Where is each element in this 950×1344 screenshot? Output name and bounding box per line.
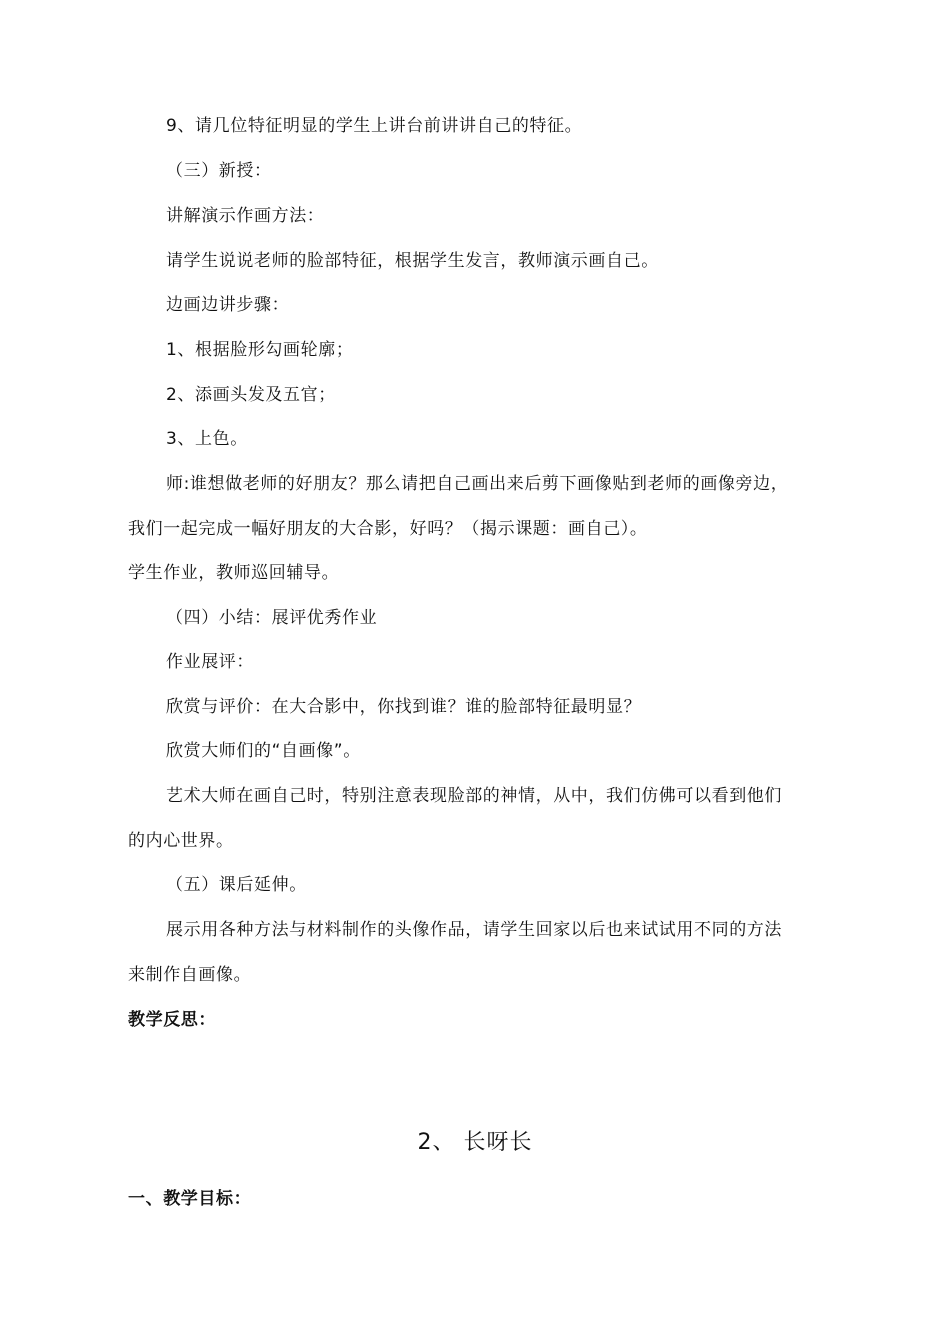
paragraph-line: 来制作自画像。 bbox=[128, 965, 252, 985]
paragraph-line: 的内心世界。 bbox=[128, 831, 234, 851]
paragraph-line: 请学生说说老师的脸部特征，根据学生发言，教师演示画自己。 bbox=[166, 251, 659, 271]
paragraph-line: 讲解演示作画方法： bbox=[166, 206, 325, 226]
step-item: 2、添画头发及五官； bbox=[166, 385, 336, 405]
reflection-heading: 教学反思： bbox=[128, 1010, 216, 1030]
paragraph-line: 艺术大师在画自己时，特别注意表现脸部的神情，从中，我们仿佛可以看到他们 bbox=[166, 786, 782, 806]
section-heading-objectives: 一、教学目标： bbox=[128, 1189, 252, 1209]
step-item: 3、上色。 bbox=[166, 429, 248, 449]
lesson-title: 2、 长呀长 bbox=[417, 1130, 533, 1155]
paragraph-line: 展示用各种方法与材料制作的头像作品，请学生回家以后也来试试用不同的方法 bbox=[166, 920, 782, 940]
paragraph-line: 作业展评： bbox=[166, 652, 254, 672]
paragraph-line: 欣赏大师们的“自画像”。 bbox=[166, 741, 361, 761]
paragraph-line: 边画边讲步骤： bbox=[166, 295, 290, 315]
paragraph-line: 师:谁想做老师的好朋友？那么请把自己画出来后剪下画像贴到老师的画像旁边， bbox=[166, 474, 789, 494]
paragraph-line: 欣赏与评价：在大合影中，你找到谁？谁的脸部特征最明显？ bbox=[166, 697, 642, 717]
section-heading-summary: （四）小结：展评优秀作业 bbox=[166, 608, 378, 628]
step-item: 1、根据脸形勾画轮廓； bbox=[166, 340, 354, 360]
section-heading-new-lesson: （三）新授： bbox=[166, 161, 272, 181]
section-heading-extension: （五）课后延伸。 bbox=[166, 875, 307, 895]
paragraph-line: 我们一起完成一幅好朋友的大合影，好吗？（揭示课题：画自己）。 bbox=[128, 519, 648, 539]
paragraph-line: 学生作业，教师巡回辅导。 bbox=[128, 563, 340, 583]
paragraph-line: 9、请几位特征明显的学生上讲台前讲讲自己的特征。 bbox=[166, 116, 583, 136]
